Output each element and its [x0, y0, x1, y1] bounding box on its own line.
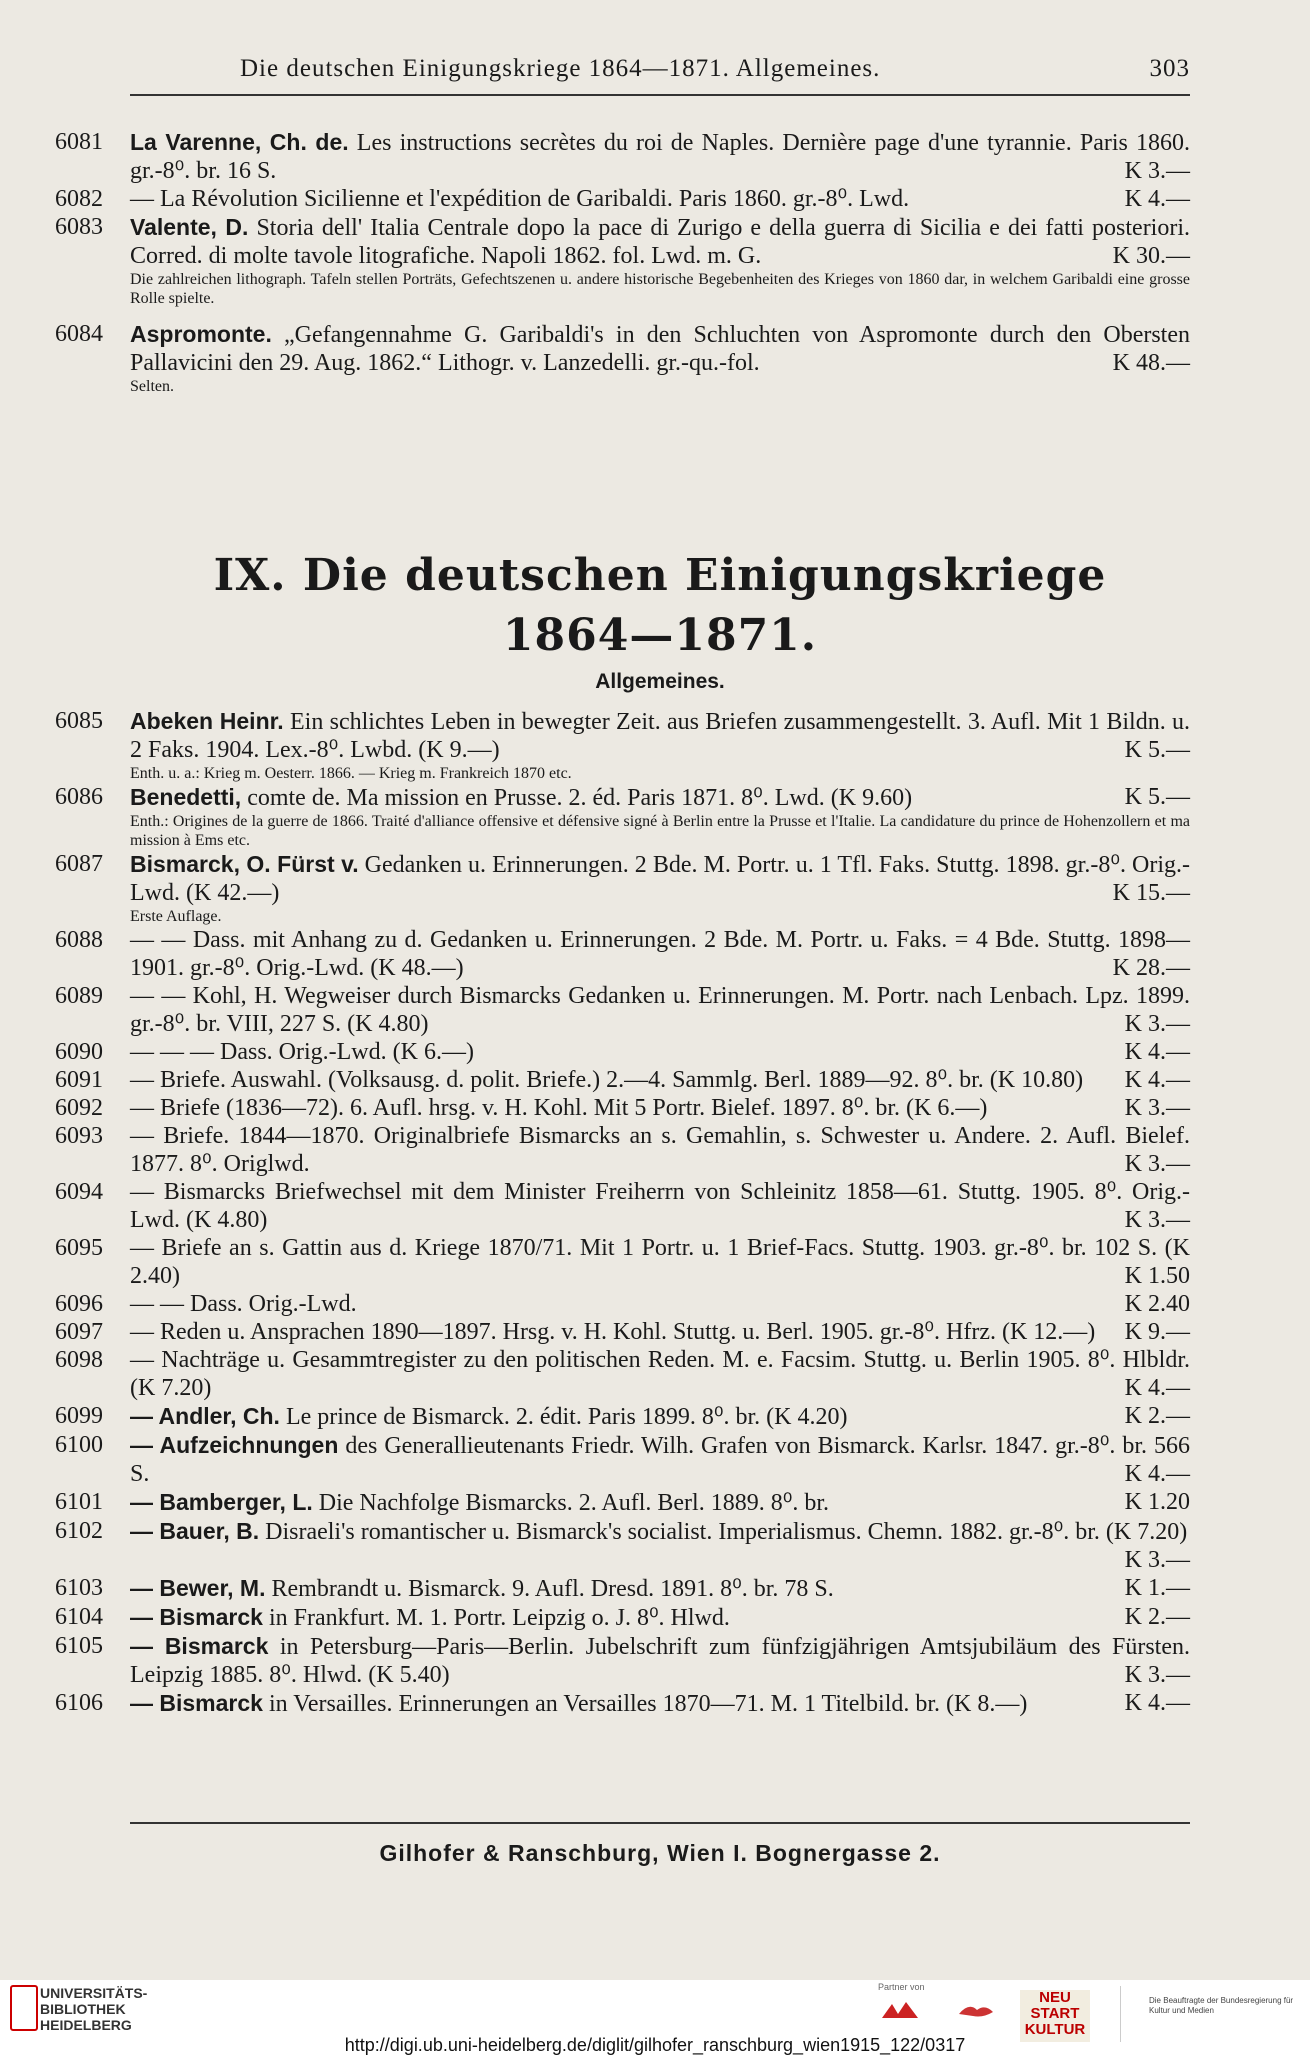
entry-number: 6089 [55, 983, 103, 1009]
catalog-entry [55, 1603, 1190, 1632]
partner-label: Partner von [878, 1982, 925, 1992]
entry-price: K 2.40 [1124, 1291, 1190, 1317]
entry-text: Les instructions secrètes du roi de Naples. Dernière page d'une tyrannie. Paris 1860. gr.-8⁰. br. 16 S. [130, 130, 1190, 184]
entry-number: 6105 [55, 1633, 103, 1659]
catalog-entry [55, 982, 1190, 1038]
entry-body [130, 1094, 1190, 1122]
entry-number: 6081 [55, 129, 103, 155]
entry-number: 6084 [55, 321, 103, 347]
neustart-kultur-logo: NEU START KULTUR [1020, 1990, 1090, 2042]
entry-number: 6102 [55, 1518, 103, 1544]
entry-price: K 3.— [1124, 1011, 1190, 1037]
entry-body [130, 1431, 1190, 1488]
entry-text: — Briefe (1836—72). 6. Aufl. hrsg. v. H. Kohl. Mit 5 Portr. Bielef. 1897. 8⁰. br. (K 6.—) [130, 1095, 988, 1121]
running-title: Die deutschen Einigungskriege 1864—1871. Allgemeines. [240, 55, 881, 82]
entry-author: — Bauer, B. [130, 1518, 260, 1544]
catalog-entry [55, 1290, 1190, 1318]
entry-price: K 4.— [1124, 1690, 1190, 1716]
entry-author: — Aufzeichnungen [130, 1432, 339, 1458]
publisher-footer: Gilhofer & Ranschburg, Wien I. Bognergasse 2. [379, 1840, 941, 1866]
entry-number: 6103 [55, 1575, 103, 1601]
entry-body [130, 1632, 1190, 1689]
catalog-entry [55, 850, 1190, 907]
entry-text: Rembrandt u. Bismarck. 9. Aufl. Dresd. 1891. 8⁰. br. 78 S. [271, 1576, 834, 1602]
entry-body [130, 128, 1190, 185]
entry-price: K 4.— [1124, 186, 1190, 212]
entry-text: Le prince de Bismarck. 2. édit. Paris 1899. 8⁰. br. (K 4.20) [285, 1404, 848, 1430]
entry-body [130, 1038, 1190, 1066]
entry-author: Benedetti, [130, 784, 242, 810]
bird-logo-icon [955, 2000, 995, 2022]
entry-body [130, 1402, 1190, 1431]
entry-price: K 48.— [1112, 350, 1190, 376]
entry-number: 6091 [55, 1067, 103, 1093]
catalog-entry [55, 783, 1190, 812]
entry-text: — Nachträge u. Gesammtregister zu den politischen Reden. M. e. Facsim. Stuttg. u. Berlin 1905. 8⁰. Hlbldr. (K 7.20) [130, 1347, 1190, 1401]
entry-author: Abeken Heinr. [130, 708, 284, 734]
entry-price: K 5.— [1124, 784, 1190, 810]
catalog-entry [55, 1574, 1190, 1603]
entry-text: — Briefe an s. Gattin aus d. Kriege 1870/71. Mit 1 Portr. u. 1 Brief-Facs. Stuttg. 1903. gr.-8⁰. br. 102 S. (K 2.40) [130, 1235, 1190, 1289]
catalog-entry [55, 1517, 1190, 1574]
entry-body [130, 185, 1190, 213]
entry-body [130, 982, 1190, 1038]
entry-text: Die Nachfolge Bismarcks. 2. Aufl. Berl. 1889. 8⁰. br. [318, 1490, 829, 1516]
entry-number: 6095 [55, 1235, 103, 1261]
page-number: 303 [1149, 55, 1190, 82]
footer-rule [130, 1822, 1190, 1824]
entry-text: Disraeli's romantischer u. Bismarck's socialist. Imperialismus. Chemn. 1882. gr.-8⁰. br. (K 7.20) [265, 1519, 1188, 1545]
entry-body [130, 213, 1190, 270]
entry-number: 6092 [55, 1095, 103, 1121]
entry-number: 6087 [55, 851, 103, 877]
catalog-entry [55, 1318, 1190, 1346]
spacer [55, 308, 1190, 320]
catalog-entry [55, 1346, 1190, 1402]
entry-note: Die zahlreichen lithograph. Tafeln stellen Porträts, Gefechtszenen u. andere historische Begebenheiten des Krieges von 1860 dar, in welchem Garibaldi eine grosse Rolle spielte. [130, 271, 1190, 307]
entry-body [130, 1517, 1190, 1574]
entry-price: K 4.— [1124, 1461, 1190, 1487]
catalog-entry [55, 707, 1190, 764]
catalog-entry [55, 1094, 1190, 1122]
entry-text: Gedanken u. Erinnerungen. 2 Bde. M. Portr. u. 1 Tfl. Faks. Stuttg. 1898. gr.-8⁰. Orig.-Lwd. (K 42.—) [130, 852, 1190, 906]
entry-body [130, 783, 1190, 812]
catalog-entry [55, 1632, 1190, 1689]
entry-author: Aspromonte. [130, 321, 272, 347]
bkm-logo [1120, 1986, 1300, 2042]
catalog-entry [55, 185, 1190, 213]
catalog-entry [55, 1178, 1190, 1234]
entry-body [130, 1689, 1190, 1718]
entry-text: des Generallieutenants Friedr. Wilh. Grafen von Bismarck. Karlsr. 1847. gr.-8⁰. br. 566 S. [130, 1433, 1190, 1487]
header-rule [130, 94, 1190, 96]
entry-number: 6090 [55, 1039, 103, 1065]
entry-price: K 3.— [1124, 1151, 1190, 1177]
entry-text: in Frankfurt. M. 1. Portr. Leipzig o. J. 8⁰. Hlwd. [268, 1605, 730, 1631]
library-name: UNIVERSITÄTS- BIBLIOTHEK HEIDELBERG [40, 1985, 148, 2033]
entry-number: 6082 [55, 186, 103, 212]
entry-price: K 1.50 [1124, 1263, 1190, 1289]
entry-number: 6097 [55, 1319, 103, 1345]
entry-text: — — Kohl, H. Wegweiser durch Bismarcks Gedanken u. Erinnerungen. M. Portr. nach Lenbach. Lpz. 1899. gr.-8⁰. br. VIII, 227 S. (K 4.80) [130, 983, 1190, 1037]
entry-price: K 1.20 [1124, 1489, 1190, 1515]
entry-number: 6086 [55, 784, 103, 810]
entry-number: 6099 [55, 1403, 103, 1429]
entry-text: „Gefangennahme G. Garibaldi's in den Schluchten von Aspromonte durch den Obersten Pallavicini den 29. Aug. 1862.“ Lithogr. v. Lanzedelli. gr.-qu.-fol. [130, 322, 1191, 376]
catalog-entry [55, 128, 1190, 185]
ddb-logo-icon [880, 2000, 920, 2022]
entry-author: La Varenne, Ch. de. [130, 129, 349, 155]
entry-body [130, 926, 1190, 982]
catalog-entry [55, 1038, 1190, 1066]
entry-number: 6083 [55, 214, 103, 240]
entry-note: Enth. u. a.: Krieg m. Oesterr. 1866. — Krieg m. Frankreich 1870 etc. [130, 765, 572, 782]
entry-author: — Bismarck [130, 1604, 263, 1630]
entry-author: Bismarck, O. Fürst v. [130, 851, 359, 877]
entry-text: — Briefe. 1844—1870. Originalbriefe Bismarcks an s. Gemahlin, s. Schwester u. Andere. 2. Aufl. Bielef. 1877. 8⁰. Origlwd. [130, 1123, 1190, 1177]
catalog-entry [55, 213, 1190, 270]
entry-body [130, 1290, 1190, 1318]
entry-author: — Bismarck [130, 1633, 269, 1659]
entry-body [130, 320, 1190, 377]
entry-price: K 3.— [1124, 1207, 1190, 1233]
entry-text: — — Dass. mit Anhang zu d. Gedanken u. Erinnerungen. 2 Bde. M. Portr. u. Faks. = 4 Bde. Stuttg. 1898—1901. gr.-8⁰. Orig.-Lwd. (K 48.—) [130, 927, 1190, 981]
catalog-entry [55, 1689, 1190, 1718]
entry-price: K 15.— [1112, 880, 1190, 906]
entry-price: K 3.— [1124, 1662, 1190, 1688]
entry-number: 6096 [55, 1291, 103, 1317]
entry-body [130, 1178, 1190, 1234]
entry-body [130, 707, 1190, 764]
entry-text: — — Dass. Orig.-Lwd. [130, 1291, 357, 1317]
entry-number: 6104 [55, 1604, 103, 1630]
entry-text: in Petersburg—Paris—Berlin. Jubelschrift zum fünfzigjährigen Amtsjubiläum des Fürsten. Leipzig 1885. 8⁰. Hlwd. (K 5.40) [130, 1634, 1190, 1688]
catalog-entry [55, 1066, 1190, 1094]
entry-price: K 28.— [1112, 955, 1190, 981]
entry-price: K 9.— [1124, 1319, 1190, 1345]
bkm-text: Die Beauftragte der Bundesregierung für Kultur und Medien [1149, 1996, 1294, 2015]
entry-text: in Versailles. Erinnerungen an Versailles 1870—71. M. 1 Titelbild. br. (K 8.—) [268, 1691, 1028, 1717]
entry-body [130, 1234, 1190, 1290]
entry-body [130, 850, 1190, 907]
entry-price: K 5.— [1124, 737, 1190, 763]
entry-price: K 4.— [1124, 1039, 1190, 1065]
entry-price: K 4.— [1124, 1375, 1190, 1401]
entry-text: Storia dell' Italia Centrale dopo la pace di Zurigo e della guerra di Sicilia e dei fatti posteriori. Corred. di molte tavole litografiche. Napoli 1862. fol. Lwd. m. G. [130, 215, 1191, 269]
university-seal-icon [10, 1985, 38, 2031]
permalink-url[interactable]: http://digi.ub.uni-heidelberg.de/diglit/gilhofer_ranschburg_wien1915_122/0317 [344, 2035, 966, 2055]
entry-body [130, 1066, 1190, 1094]
catalog-entry [55, 1402, 1190, 1431]
entries-top [55, 128, 1190, 396]
entry-number: 6106 [55, 1690, 103, 1716]
entry-note: Enth.: Origines de la guerre de 1866. Traité d'alliance offensive et défensive signé à Berlin entre la Prusse et l'Italie. La candidature du prince de Hohenzollern et ma mission à Ems etc. [130, 813, 1190, 849]
entry-body [130, 1318, 1190, 1346]
entry-price: K 1.— [1124, 1575, 1190, 1601]
entry-author: — Andler, Ch. [130, 1403, 280, 1429]
entry-number: 6100 [55, 1432, 103, 1458]
entry-price: K 4.— [1124, 1067, 1190, 1093]
entry-body [130, 1574, 1190, 1603]
entry-price: K 3.— [1124, 1547, 1190, 1573]
entry-body [130, 1122, 1190, 1178]
entry-body [130, 1603, 1190, 1632]
entry-number: 6085 [55, 708, 103, 734]
entry-body [130, 1346, 1190, 1402]
entry-number: 6101 [55, 1489, 103, 1515]
catalog-entry [55, 320, 1190, 377]
catalog-entry [55, 1488, 1190, 1517]
entry-price: K 2.— [1124, 1403, 1190, 1429]
section-title-2: 1864—1871. [502, 610, 818, 661]
entry-text: — La Révolution Sicilienne et l'expédition de Garibaldi. Paris 1860. gr.-8⁰. Lwd. [130, 186, 910, 212]
entry-number: 6088 [55, 927, 103, 953]
entry-number: 6094 [55, 1179, 103, 1205]
section-subtitle: Allgemeines. [595, 670, 725, 693]
entry-price: K 2.— [1124, 1604, 1190, 1630]
entry-note: Erste Auflage. [130, 908, 222, 925]
entry-number: 6098 [55, 1347, 103, 1373]
catalog-entry [55, 1431, 1190, 1488]
entry-author: Valente, D. [130, 214, 249, 240]
entry-text: — Bismarcks Briefwechsel mit dem Minister Freiherrn von Schleinitz 1858—61. Stuttg. 1905. 8⁰. Orig.-Lwd. (K 4.80) [130, 1179, 1190, 1233]
entry-text: — — — Dass. Orig.-Lwd. (K 6.—) [130, 1039, 474, 1065]
entry-author: — Bismarck [130, 1690, 263, 1716]
entry-text: Ein schlichtes Leben in bewegter Zeit. aus Briefen zusammengestellt. 3. Aufl. Mit 1 Bildn. u. 2 Faks. 1904. Lex.-8⁰. Lwbd. (K 9.—) [130, 709, 1191, 763]
entry-price: K 3.— [1124, 158, 1190, 184]
entry-text: comte de. Ma mission en Prusse. 2. éd. Paris 1871. 8⁰. Lwd. (K 9.60) [247, 785, 913, 811]
entry-text: — Briefe. Auswahl. (Volksausg. d. polit. Briefe.) 2.—4. Sammlg. Berl. 1889—92. 8⁰. br. (K 10.80) [130, 1067, 1084, 1093]
entry-text: — Reden u. Ansprachen 1890—1897. Hrsg. v. H. Kohl. Stuttg. u. Berl. 1905. gr.-8⁰. Hfrz. (K 12.—) [130, 1319, 1096, 1345]
entries-main [55, 707, 1190, 1718]
entry-body [130, 1488, 1190, 1517]
entry-price: K 30.— [1112, 243, 1190, 269]
entry-note: Selten. [130, 378, 174, 395]
section-title-1: IX. Die deutschen Einigungskriege [213, 550, 1107, 601]
entry-author: — Bamberger, L. [130, 1489, 313, 1515]
entry-author: — Bewer, M. [130, 1575, 266, 1601]
entry-number: 6093 [55, 1123, 103, 1149]
entry-price: K 3.— [1124, 1095, 1190, 1121]
catalog-entry [55, 1122, 1190, 1178]
catalog-entry [55, 926, 1190, 982]
catalog-entry [55, 1234, 1190, 1290]
